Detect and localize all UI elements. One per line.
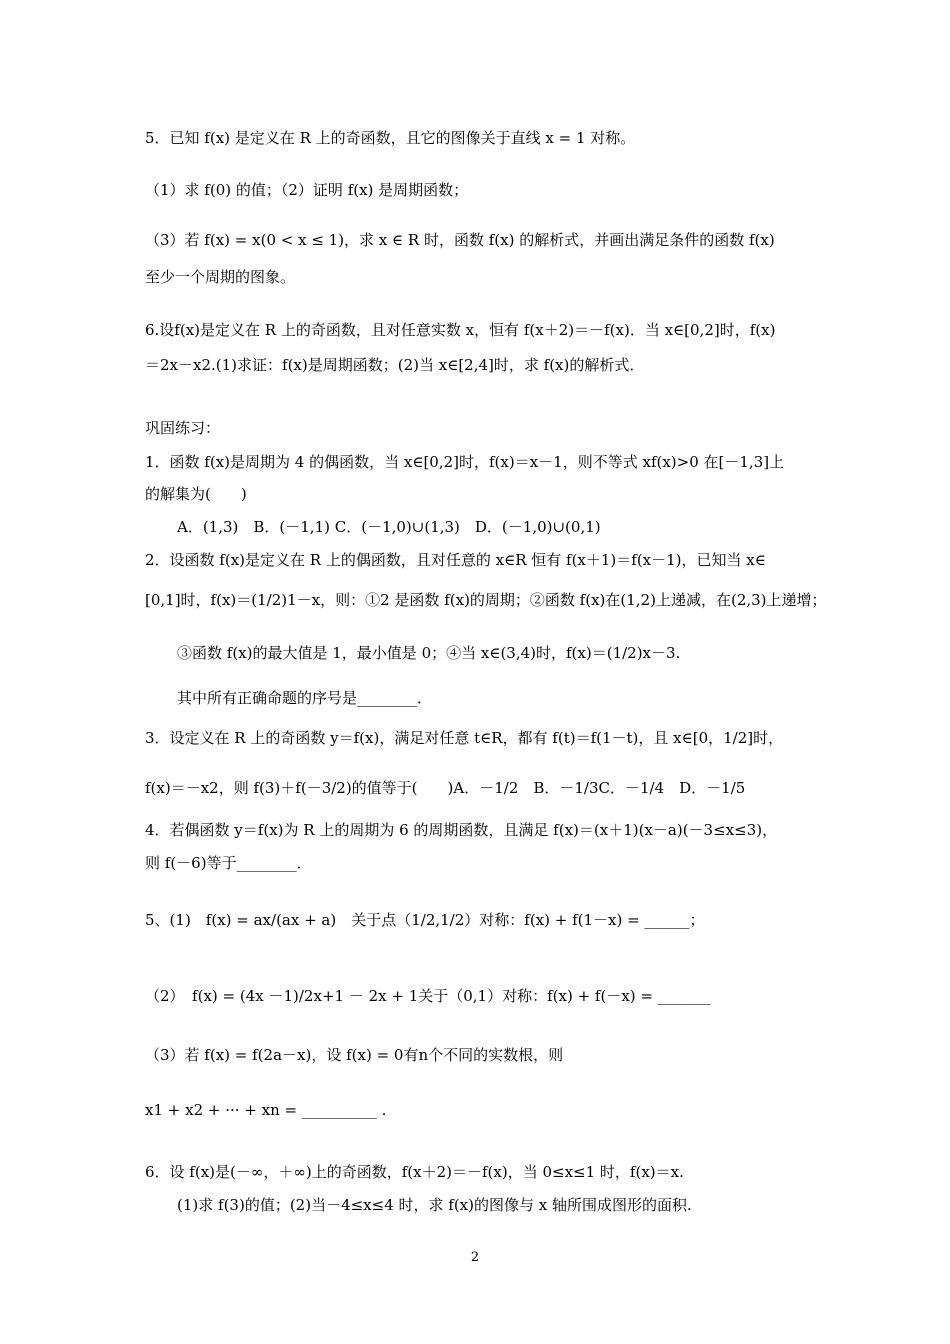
p5-part-2: （2） f(x) = (4x －1)/2x+1 － 2x + 1关于（0,1）对称：f(x) + f(－x) = _______ [145, 987, 711, 1005]
q5-sub-3: （3）若 f(x) = x(0 < x ≤ 1)，求 x ∈ R 时，函数 f(x) 的解析式，并画出满足条件的函数 f(x) [145, 231, 775, 249]
p1-line-2: 的解集为( ) [145, 485, 247, 503]
p6-line-1: 6．设 f(x)是(－∞，＋∞)上的奇函数，f(x＋2)＝－f(x)，当 0≤x≤1 时，f(x)＝x. [145, 1163, 684, 1181]
q6-line-2: ＝2x－x2.(1)求证：f(x)是周期函数；(2)当 x∈[2,4]时，求 f(x)的解析式． [145, 356, 645, 374]
p4-line-2: 则 f(－6)等于________． [145, 854, 312, 872]
p3-line-1: 3．设定义在 R 上的奇函数 y＝f(x)，满足对任意 t∈R，都有 f(t)＝f(1－t)，且 x∈[0，1/2]时， [145, 729, 784, 747]
p4-line-1: 4．若偶函数 y＝f(x)为 R 上的周期为 6 的周期函数，且满足 f(x)＝(x＋1)(x－a)(－3≤x≤3)， [145, 821, 778, 839]
p2-line-3: ③函数 f(x)的最大值是 1，最小值是 0；④当 x∈(3,4)时，f(x)＝(1/2)x－3. [177, 644, 681, 662]
q5-sub-1-2: （1）求 f(0) 的值；（2）证明 f(x) 是周期函数； [145, 181, 469, 199]
p1-line-1: 1．函数 f(x)是周期为 4 的偶函数，当 x∈[0,2]时，f(x)＝x－1，则不等式 xf(x)>0 在[－1,3]上 [145, 453, 785, 471]
p5-part-1: 5、(1) f(x) = ax/(ax + a) 关于点（1/2,1/2）对称：f(x) + f(1－x) = ______； [145, 911, 705, 929]
p5-part-3-sum: x1 + x2 + ··· + xn = __________ . [145, 1101, 387, 1119]
p5-part-3: （3）若 f(x) = f(2a－x)，设 f(x) = 0有n个不同的实数根，则 [145, 1046, 564, 1064]
practice-heading: 巩固练习： [145, 419, 221, 437]
p2-line-1: 2．设函数 f(x)是定义在 R 上的偶函数，且对任意的 x∈R 恒有 f(x＋1)＝f(x－1)，已知当 x∈ [145, 551, 766, 569]
p6-line-2: (1)求 f(3)的值；(2)当－4≤x≤4 时，求 f(x)的图像与 x 轴所围成图形的面积. [177, 1196, 692, 1214]
p1-options: A．(1,3) B．(－1,1) C．(－1,0)∪(1,3) D．(－1,0)∪(0,1) [177, 518, 601, 536]
p2-line-4: 其中所有正确命题的序号是________． [177, 689, 433, 707]
p3-line-2: f(x)＝－x2，则 f(3)＋f(－3/2)的值等于( )A．－1/2 B．－1/3C．－1/4 D．－1/5 [145, 779, 746, 797]
q5-title: 5．已知 f(x) 是定义在 R 上的奇函数，且它的图像关于直线 x = 1 对称。 [145, 129, 636, 147]
page-number: 2 [470, 1250, 480, 1265]
p2-line-2: [0,1]时，f(x)＝(1/2)1－x，则：①2 是函数 f(x)的周期；②函数 f(x)在(1,2)上递减，在(2,3)上递增； [145, 591, 827, 609]
q6-line-1: 6.设f(x)是定义在 R 上的奇函数，且对任意实数 x，恒有 f(x＋2)＝－f(x)．当 x∈[0,2]时，f(x) [145, 321, 776, 339]
q5-sub-3-cont: 至少一个周期的图象。 [145, 268, 296, 286]
